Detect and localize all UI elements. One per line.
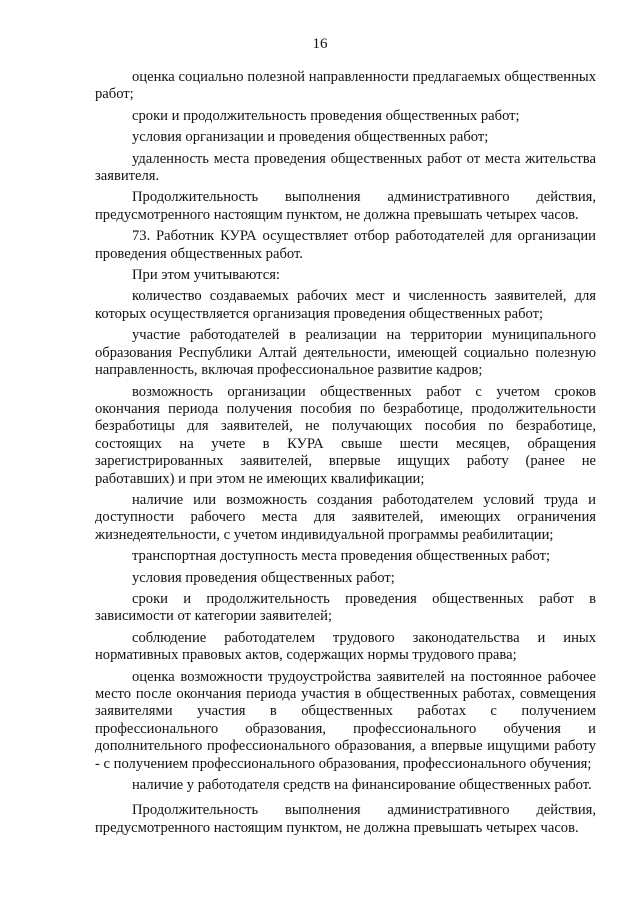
paragraph: соблюдение работодателем трудового законодательства и иных нормативных правовых актов, содержащих нормы трудового права; [95,629,596,664]
paragraph: транспортная доступность места проведения общественных работ; [132,548,550,565]
paragraph: Продолжительность выполнения административного действия, предусмотренного настоящим пунктом, не должна превышать четырех часов. [95,802,596,836]
paragraph: удаленность места проведения общественных работ от места жительства заявителя. [95,150,596,185]
paragraph: сроки и продолжительность проведения общественных работ; [132,107,520,124]
paragraph: 73. Работник КУРА осуществляет отбор работодателей для организации проведения общественных работ. [95,228,596,262]
paragraph: Продолжительность выполнения административного действия, предусмотренного настоящим пунктом, не должна превышать четырех часов. [95,189,596,223]
paragraph: наличие или возможность создания работодателем условий труда и доступности рабочего места для заявителей, имеющих ограничения жизнедеятельности, с учетом индивидуальной программы реабилитации; [95,491,596,543]
paragraph: При этом учитываются: [132,267,280,284]
paragraph: сроки и продолжительность проведения общественных работ в зависимости от категории заявителей; [95,590,596,625]
paragraph: оценка возможности трудоустройства заявителей на постоянное рабочее место после окончания периода участия в общественных работах, совмещения заявителями участия в общественных работах с получением профессионального образования, профессионального обучения и дополнительного профессионального образования, а впервые ищущими работу - с получением профессионального образования, профессионального обучения; [95,668,596,772]
paragraph: возможность организации общественных работ с учетом сроков окончания периода получения пособия по безработице, продолжительности безработицы для заявителей, не получающих пособия по безработице, состоящих на учете в КУРА свыше шести месяцев, обращения зарегистрированных заявителей, впервые ищущих работу (ранее не работавших) и при этом не имеющих квалификации; [95,383,596,487]
paragraph: условия проведения общественных работ; [132,569,395,586]
page-number: 16 [312,36,328,52]
paragraph: количество создаваемых рабочих мест и численность заявителей, для которых осуществляется организация проведения общественных работ; [95,288,596,322]
paragraph: оценка социально полезной направленности предлагаемых общественных работ; [95,69,596,103]
document-body [95,69,596,841]
paragraph: наличие у работодателя средств на финансирование общественных работ. [132,777,592,794]
paragraph: условия организации и проведения общественных работ; [132,129,489,146]
paragraph: участие работодателей в реализации на территории муниципального образования Республики Алтай деятельности, имеющей социально полезную направленность, включая профессиональное развитие кадров; [95,327,596,379]
